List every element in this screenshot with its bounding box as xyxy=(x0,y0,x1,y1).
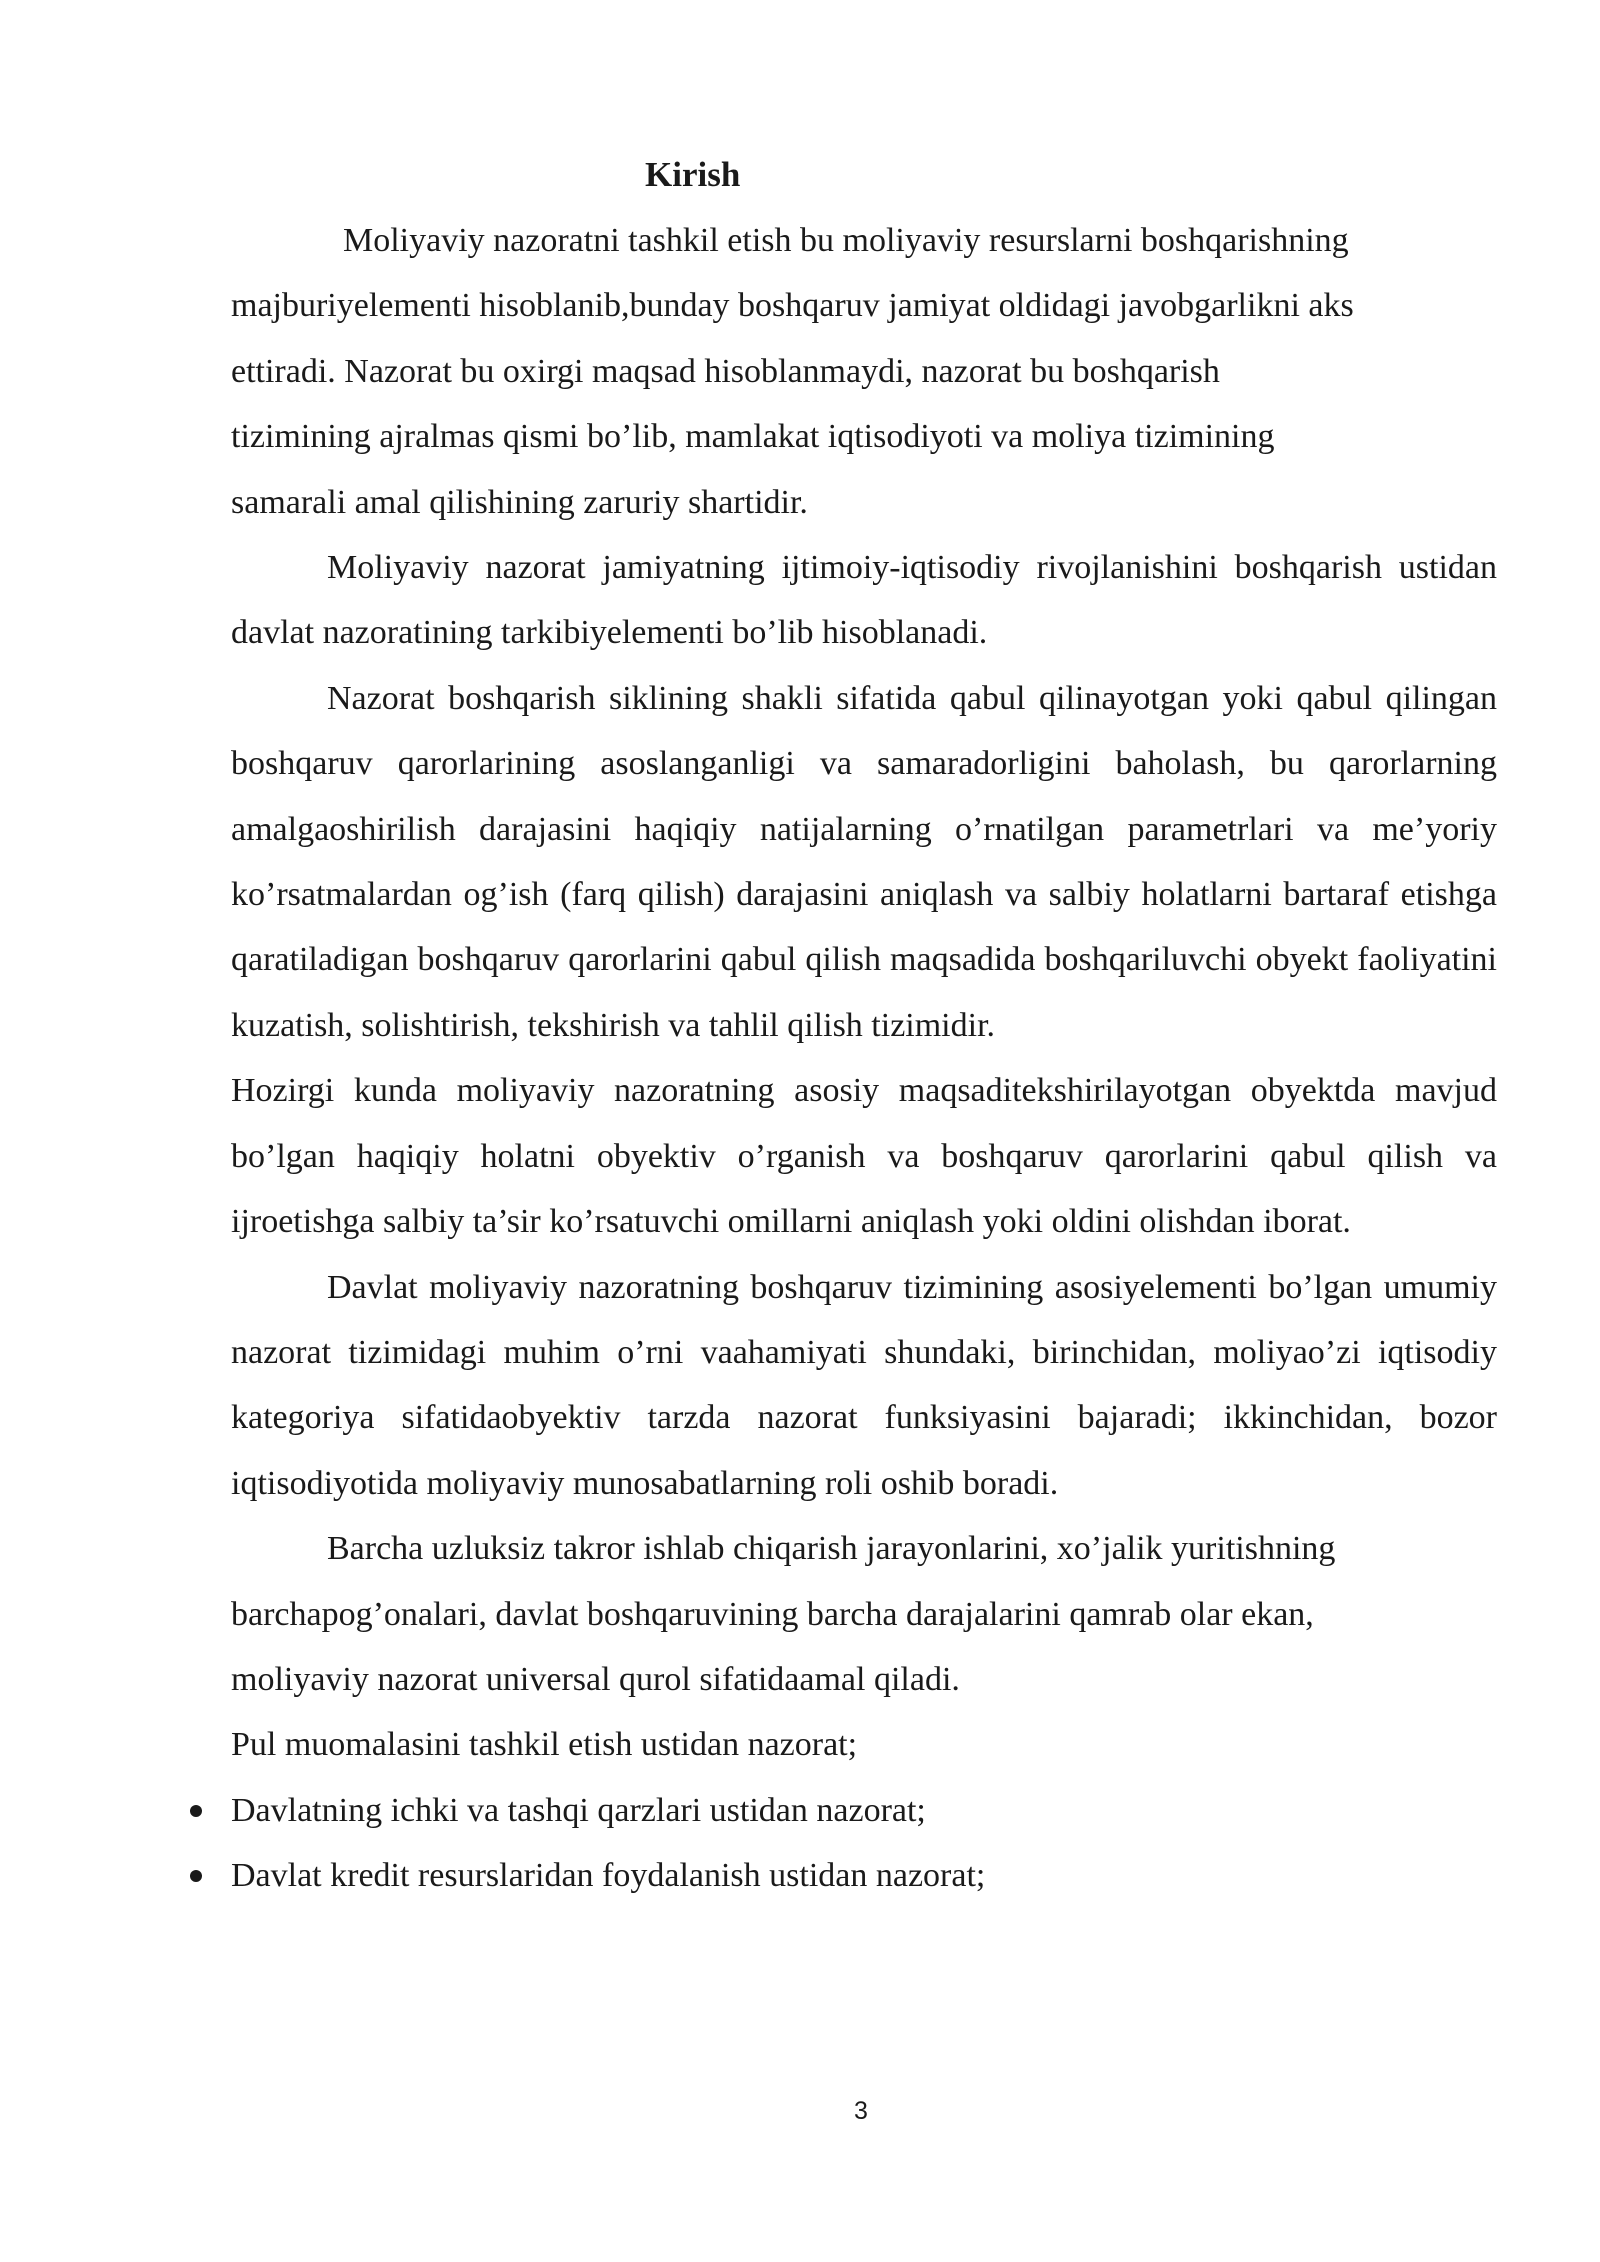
paragraph-intro xyxy=(231,208,1497,535)
text-line: tizimining ajralmas qismi bo’lib, mamlakat iqtisodiyoti va moliya tizimining xyxy=(231,418,1275,456)
paragraph: Pul muomalasini tashkil etish ustidan nazorat; xyxy=(231,1726,858,1764)
document-body xyxy=(231,208,1497,1909)
paragraph: Nazorat boshqarish siklining shakli sifatida qabul qilinayotgan yoki qabul qilingan boshqaruv qarorlarining asoslanganligi va samaradorligini baholash, bu qarorlarning amalgaoshirilish darajasini haqiqiy natijalarning o’rnatilgan parametrlari va me’yoriy ko’rsatmalardan og’ish (farq qilish) darajasini aniqlash va salbiy holatlarni bartaraf etishga qaratiladigan boshqaruv qarorlarini qabul qilish maqsadida boshqariluvchi obyekt faoliyatini kuzatish, solishtirish, tekshirish va tahlil qilish tizimidir. xyxy=(231,679,1497,1044)
paragraph: Hozirgi kunda moliyaviy nazoratning asosiy maqsaditekshirilayotgan obyektda mavjud bo’lgan haqiqiy holatni obyektiv o’rganish va boshqaruv qarorlarini qabul qilish va ijroetishga salbiy ta’sir ko’rsatuvchi omillarni aniqlash yoki oldini olishdan iborat. xyxy=(231,1072,1497,1241)
page-number: 3 xyxy=(854,2097,868,2125)
text-line: Barcha uzluksiz takror ishlab chiqarish jarayonlarini, xo’jalik yuritishning xyxy=(327,1530,1336,1568)
paragraph: Davlat moliyaviy nazoratning boshqaruv tizimining asosiyelementi bo’lgan umumiy nazorat tizimidagi muhim o’rni vaahamiyati shundaki, birinchidan, moliyao’zi iqtisodiy kategoriya sifatidaobyektiv tarzda nazorat funksiyasini bajaradi; ikkinchidan, bozor iqtisodiyotida moliyaviy munosabatlarning roli oshib boradi. xyxy=(231,1268,1497,1502)
paragraph: Moliyaviy nazorat jamiyatning ijtimoiy-iqtisodiy rivojlanishini boshqarish ustidan davlat nazoratining tarkibiyelementi bo’lib hisoblanadi. xyxy=(231,549,1497,652)
text-line: moliyaviy nazorat universal qurol sifatidaamal qiladi. xyxy=(231,1660,960,1698)
text-line: ettiradi. Nazorat bu oxirgi maqsad hisoblanmaydi, nazorat bu boshqarish xyxy=(231,352,1220,390)
paragraph xyxy=(231,1516,1497,1712)
list-item: Davlat kredit resurslaridan foydalanish ustidan nazorat; xyxy=(231,1843,1497,1908)
page-title: Kirish xyxy=(645,155,741,194)
text-line: majburiyelementi hisoblanib,bunday boshqaruv jamiyat oldidagi javobgarlikni aks xyxy=(231,287,1354,325)
text-line: barchapog’onalari, davlat boshqaruvining barcha darajalarini qamrab olar ekan, xyxy=(231,1595,1314,1633)
text-line: samarali amal qilishining zaruriy shartidir. xyxy=(231,483,808,521)
text-line: Moliyaviy nazoratni tashkil etish bu moliyaviy resurslarni boshqarishning xyxy=(343,222,1349,259)
bullet-list xyxy=(231,1778,1497,1909)
list-item: Davlatning ichki va tashqi qarzlari ustidan nazorat; xyxy=(231,1778,1497,1843)
